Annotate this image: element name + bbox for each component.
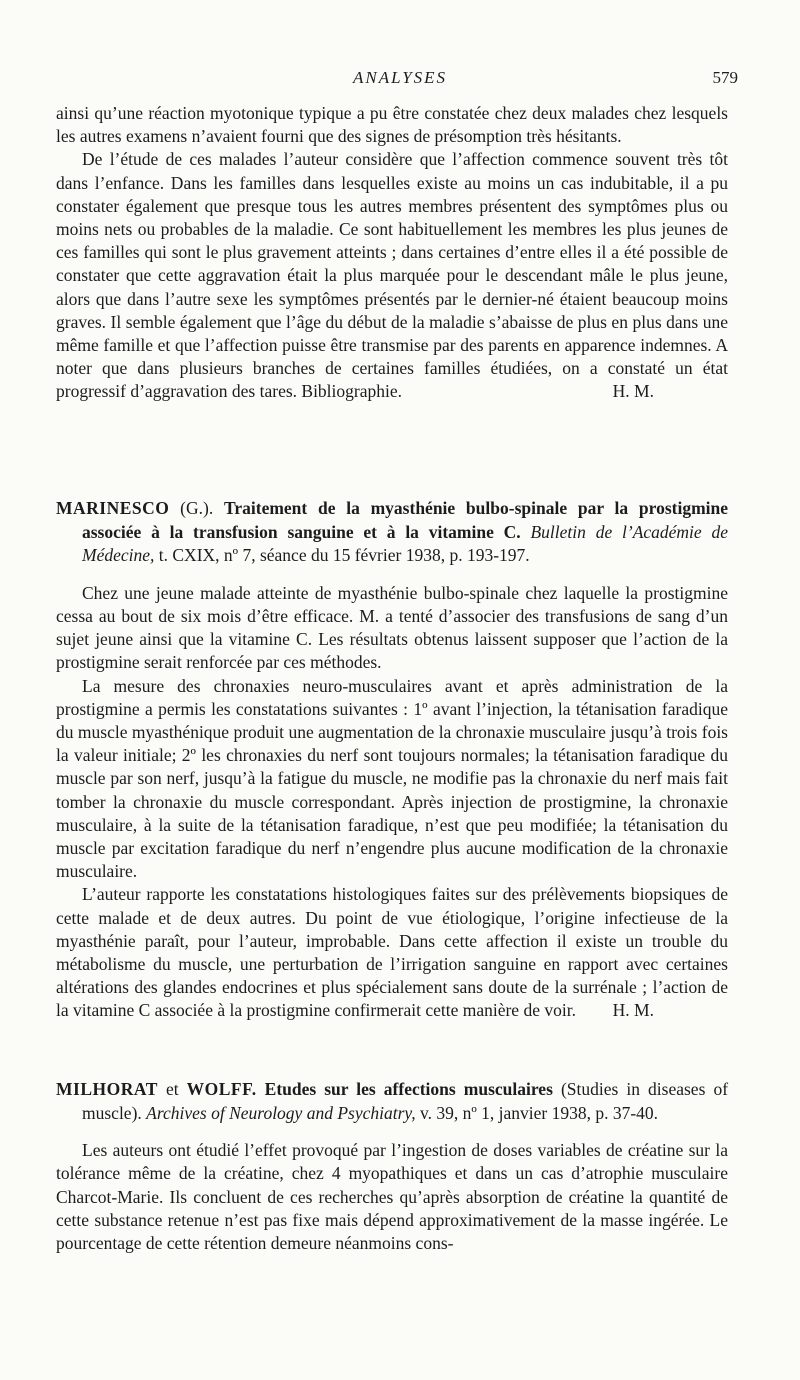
article-subtitle: (Studies in diseases of muscle). xyxy=(82,1079,729,1123)
conjunction: et xyxy=(165,1079,179,1099)
journal-name: Bulletin de l’Académie de Médecine, xyxy=(82,521,729,566)
author-name: WOLFF. xyxy=(186,1079,257,1099)
citation-details: t. CXIX, nº 7, séance du 15 février 1938, p. 193-197. xyxy=(158,545,530,566)
paragraph: Les auteurs ont étudié l’effet provoqué par l’ingestion de doses variables de créatine sur la tolérance même de la créatine, chez 4 myopathiques et dans un cas d’atrophie musculaire Charcot-Marie. Ils concluent de ces recherches qu’après absorption de créatine la quantité de cette substance retenue n’est pas fixe mais dépend approximativement de la masse ingérée. Le pourcentage de cette rétention demeure néanmoins cons- xyxy=(56,1140,728,1253)
running-header xyxy=(0,68,800,94)
entry-heading xyxy=(56,1078,728,1125)
paragraph xyxy=(56,148,728,403)
review-continuation xyxy=(56,102,728,404)
paragraph: La mesure des chronaxies neuro-musculaires avant et après administration de la prostigmine a permis les constatations suivantes : 1º avant l’injection, la tétanisation faradique du muscle myasthénique produit une augmentation de la chronaxie musculaire jusqu’à trois fois la valeur initiale; 2º les chronaxies du nerf sont toujours normales; la tétanisation faradique du muscle par son nerf, jusqu’à la fatigue du muscle, ne modifie pas la chronaxie du nerf mais fait tomber la chronaxie du muscle correspondant. Après injection de prostigmine, la chronaxie musculaire, à la suite de la tétanisation faradique, n’est que peu modifiée; la tétanisation du muscle par excitation faradique du nerf n’engendre plus aucune modification de la chronaxie musculaire. xyxy=(56,675,728,882)
running-title: ANALYSES xyxy=(352,68,448,87)
paragraph: ainsi qu’une réaction myotonique typique a pu être constatée chez deux malades chez lesquels les autres examens n’avaient fourni que des signes de présomption très hésitants. xyxy=(56,103,728,147)
author-name: MILHORAT xyxy=(56,1079,158,1099)
paragraph xyxy=(56,883,728,1022)
author-name: MARINESCO xyxy=(56,498,170,518)
author-initials: (G.). xyxy=(180,498,214,518)
journal-name: Archives of Neurology and Psychiatry, xyxy=(146,1102,416,1123)
reviewer-signature: H. M. xyxy=(612,381,654,402)
review-marinesco xyxy=(56,497,728,1023)
paragraph-text: L’auteur rapporte les constatations histologiques faites sur des prélèvements biopsiques de cette malade et de deux autres. Du point de vue étiologique, l’origine infectieuse de la myasthénie paraît, pour l’auteur, improbable. Dans cette affection il existe un trouble du métabolisme du muscle, une perturbation de l’irrigation sanguine en rapport avec certaines altérations des glandes endocrines et plus spécialement sans doute de la surrénale ; l’action de la vitamine C associée à la prostigmine confirmerait cette manière de voir. xyxy=(56,884,728,1021)
page-number: 579 xyxy=(712,68,738,87)
paragraph-text: De l’étude de ces malades l’auteur considère que l’affection commence souvent très tôt dans l’enfance. Dans les familles dans lesquelles existe au moins un cas indubitable, il a pu constater également que presque tous les autres membres présentent des symptômes plus ou moins nets ou probables de la maladie. Ce sont habituellement les membres les plus jeunes de ces familles qui sont le plus gravement atteints ; dans certaines d’entre elles il a été possible de constater que cette aggravation était la plus marquée pour le descendant mâle le plus jeune, alors que dans l’autre sexe les symptômes présentés par le dernier-né étaient beaucoup moins graves. Il semble également que l’âge du début de la maladie s’abaisse de plus en plus dans une même famille et que l’affection puisse être transmise par des parents en apparence indemnes. A noter que dans plusieurs branches de certaines familles étudiées, on a constaté un état progressif d’aggravation des tares. Bibliographie. xyxy=(56,149,728,402)
article-title: Etudes sur les affections musculaires xyxy=(264,1079,553,1099)
review-milhorat-wolff xyxy=(56,1078,728,1255)
article-title: Traitement de la myasthénie bulbo-spinale par la prostigmine associée à la transfusion sanguine et à la vitamine C. xyxy=(82,498,729,542)
reviewer-signature: H. M. xyxy=(612,1000,654,1021)
citation-details: v. 39, nº 1, janvier 1938, p. 37-40. xyxy=(419,1102,659,1123)
paragraph: Chez une jeune malade atteinte de myasthénie bulbo-spinale chez laquelle la prostigmine cessa au bout de six mois d’être efficace. M. a tenté d’associer des transfusions de sang d’un sujet jeune ainsi que la vitamine C. Les résultats obtenus laissent supposer que l’action de la prostigmine serait renforcée par ces méthodes. xyxy=(56,582,728,673)
entry-heading xyxy=(56,497,728,568)
